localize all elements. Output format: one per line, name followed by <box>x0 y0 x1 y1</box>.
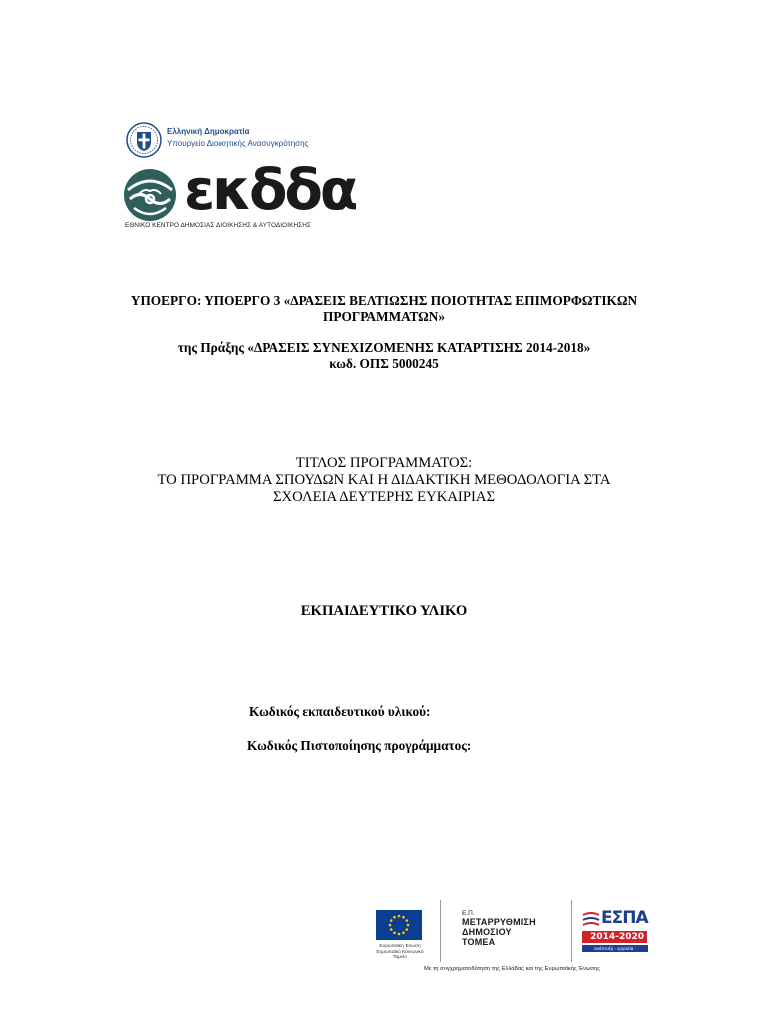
espa-tagline: ανάπτυξη - εργασία - αλληλεγγύη <box>582 945 648 952</box>
ep-reform-logo <box>462 910 567 947</box>
certification-code-label: Κωδικός Πιστοποίησης προγράμματος: <box>247 738 472 753</box>
praxis-line: της Πράξης «ΔΡΑΣΕΙΣ ΣΥΝΕΧΙΖΟΜΕΝΗΣ ΚΑΤΑΡΤΙΣΗΣ 2014-2018» <box>177 340 591 355</box>
espa-logo <box>581 910 649 956</box>
ekdda-wordmark: εκδδα <box>184 158 356 223</box>
ep-prefix: Ε.Π. <box>462 910 475 917</box>
program-title-line: ΤΟ ΠΡΟΓΡΑΜΜΑ ΣΠΟΥΔΩΝ ΚΑΙ Η ΔΙΔΑΚΤΙΚΗ ΜΕΘΟΔΟΛΟΓΙΑ ΣΤΑ <box>157 472 611 488</box>
program-heading: ΤΙΤΛΟΣ ΠΡΟΓΡΑΜΜΑΤΟΣ: <box>295 455 473 471</box>
ep-line: ΔΗΜΟΣΙΟΥ <box>462 927 512 937</box>
espa-wordmark: ΕΣΠΑ <box>601 908 648 928</box>
material-heading: ΕΚΠΑΙΔΕΥΤΙΚΟ ΥΛΙΚΟ <box>300 603 468 619</box>
ekdda-logo <box>122 158 356 232</box>
praxis-code: κωδ. ΟΠΣ 5000245 <box>329 356 439 371</box>
eu-flag-icon <box>376 910 422 940</box>
ekdda-subtitle: ΕΘΝΙΚΟ ΚΕΝΤΡΟ ΔΗΜΟΣΙΑΣ ΔΙΟΙΚΗΣΗΣ & ΑΥΤΟΔΙΟΙΚΗΣΗΣ <box>125 222 311 229</box>
ministry-name: Υπουργείο Διοικητικής Ανασυγκρότησης <box>167 139 309 148</box>
divider <box>571 900 572 962</box>
government-logo <box>125 121 365 161</box>
greek-emblem-icon <box>125 121 163 159</box>
program-title-line: ΣΧΟΛΕΙΑ ΔΕΥΤΕΡΗΣ ΕΥΚΑΙΡΙΑΣ <box>272 489 496 505</box>
subproject-line: ΥΠΟΕΡΓΟ: ΥΠΟΕΡΓΟ 3 «ΔΡΑΣΕΙΣ ΒΕΛΤΙΩΣΗΣ ΠΟΙΟΤΗΤΑΣ ΕΠΙΜΟΡΦΩΤΙΚΩΝ <box>130 293 638 308</box>
subproject-line: ΠΡΟΓΡΑΜΜΑΤΩΝ» <box>323 309 445 324</box>
cofunding-caption: Με τη συγχρηματοδότηση της Ελλάδας και της Ευρωπαϊκής Ένωσης <box>423 966 601 972</box>
espa-mark-icon <box>582 911 600 929</box>
divider <box>440 900 441 962</box>
eu-caption-line: Ευρωπαϊκό Κοινωνικό <box>376 949 424 955</box>
eu-caption <box>372 944 428 961</box>
footer-logos <box>372 900 652 978</box>
eu-caption-line: Ευρωπαϊκή Ένωση <box>379 944 421 949</box>
program-title <box>0 455 768 506</box>
eu-caption-line: Ταμείο <box>393 955 407 960</box>
praxis-title <box>0 340 768 372</box>
ep-line: ΜΕΤΑΡΡΥΘΜΙΣΗ <box>462 917 536 927</box>
ep-line: ΤΟΜΕΑ <box>462 937 496 947</box>
espa-years: 2014-2020 <box>582 931 647 943</box>
material-code-label: Κωδικός εκπαιδευτικού υλικού: <box>249 704 431 719</box>
ekdda-mark-icon <box>122 166 180 224</box>
subproject-title <box>0 293 768 325</box>
government-name: Ελληνική Δημοκρατία <box>167 127 250 136</box>
